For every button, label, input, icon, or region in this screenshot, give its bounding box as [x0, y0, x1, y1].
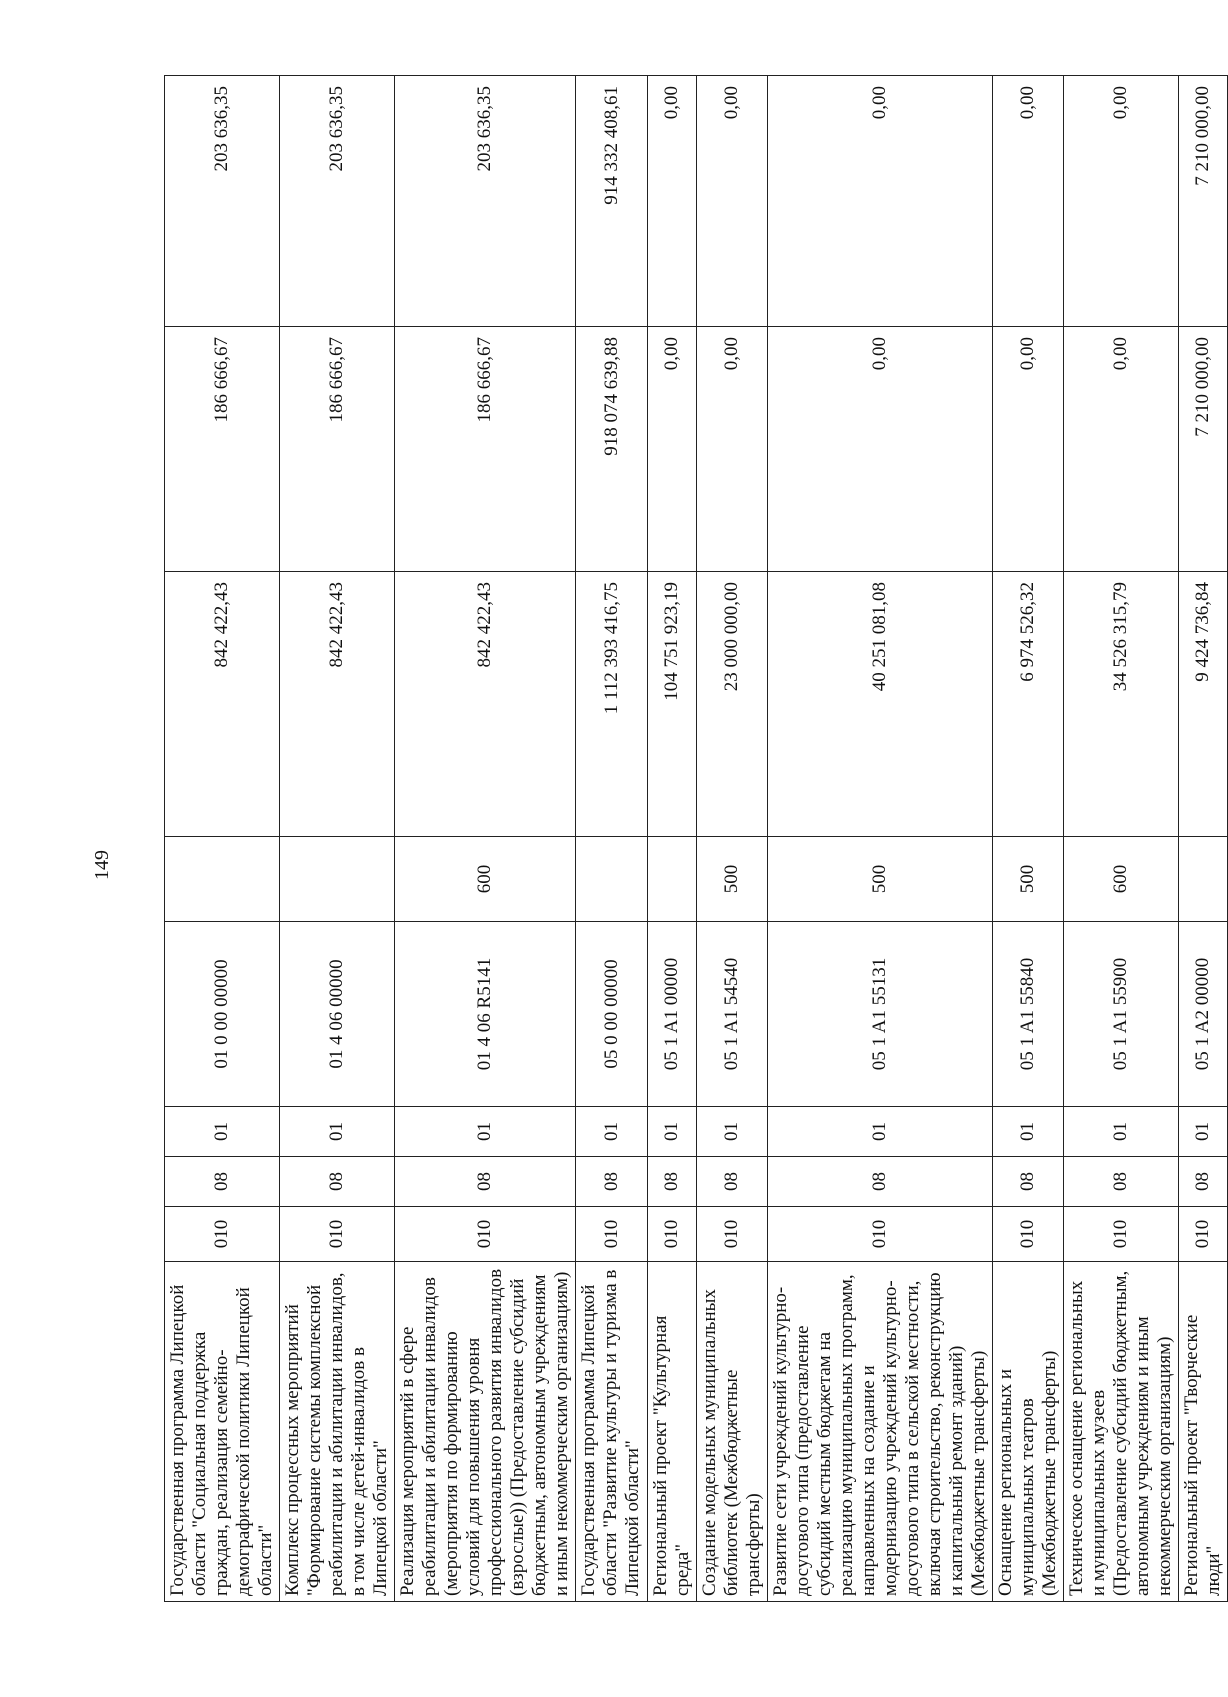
row-sum1: 6 974 526,32: [993, 572, 1064, 837]
row-subsection: 01: [648, 1107, 697, 1157]
row-target: 01 4 06 00000: [280, 922, 395, 1107]
row-sum2: 186 666,67: [395, 327, 576, 572]
row-expense-type: 600: [1064, 837, 1179, 922]
row-sum3: 203 636,35: [280, 76, 395, 327]
row-sum1: 40 251 081,08: [768, 572, 993, 837]
row-sum1: 842 422,43: [165, 572, 280, 837]
row-sum1: 842 422,43: [395, 572, 576, 837]
row-sum3: 0,00: [768, 76, 993, 327]
row-expense-type: 500: [768, 837, 993, 922]
row-name: Региональный проект "Творческие люди": [1179, 1262, 1228, 1602]
row-code: 010: [280, 1207, 395, 1262]
row-name: Реализация мероприятий в сфере реабилитации и абилитации инвалидов (мероприятия по формированию условий для повышения уровня профессионального развития инвалидов (взрослые)) (Предоставление субсидий бюджетным, автономным учреждениям и иным некоммерческим организациям): [395, 1262, 576, 1602]
row-sum1: 104 751 923,19: [648, 572, 697, 837]
row-sum2: 0,00: [993, 327, 1064, 572]
row-name: Региональный проект "Культурная среда": [648, 1262, 697, 1602]
row-subsection: 01: [280, 1107, 395, 1157]
row-section: 08: [280, 1157, 395, 1207]
table-row: [280, 76, 395, 1602]
row-subsection: 01: [768, 1107, 993, 1157]
row-sum3: 914 332 408,61: [576, 76, 648, 327]
budget-table: [164, 75, 1228, 1602]
row-name: Создание модельных муниципальных библиотек (Межбюджетные трансферты): [697, 1262, 768, 1602]
table-row: [1179, 76, 1228, 1602]
row-code: 010: [576, 1207, 648, 1262]
row-code: 010: [165, 1207, 280, 1262]
row-section: 08: [1064, 1157, 1179, 1207]
row-target: 05 1 A1 00000: [648, 922, 697, 1107]
row-sum3: 0,00: [697, 76, 768, 327]
row-section: 08: [165, 1157, 280, 1207]
row-target: 05 1 A2 00000: [1179, 922, 1228, 1107]
page-number: 149: [91, 850, 113, 880]
row-section: 08: [697, 1157, 768, 1207]
row-subsection: 01: [395, 1107, 576, 1157]
row-expense-type: [165, 837, 280, 922]
table-row: [648, 76, 697, 1602]
row-section: 08: [648, 1157, 697, 1207]
row-code: 010: [1064, 1207, 1179, 1262]
row-section: 08: [993, 1157, 1064, 1207]
row-code: 010: [768, 1207, 993, 1262]
row-target: 05 1 A1 55131: [768, 922, 993, 1107]
row-sum2: 186 666,67: [280, 327, 395, 572]
row-expense-type: [1179, 837, 1228, 922]
row-section: 08: [768, 1157, 993, 1207]
row-name: Государственная программа Липецкой области "Развитие культуры и туризма в Липецкой области": [576, 1262, 648, 1602]
row-target: 05 1 A1 55840: [993, 922, 1064, 1107]
row-code: 010: [395, 1207, 576, 1262]
row-sum1: 34 526 315,79: [1064, 572, 1179, 837]
row-target: 05 1 A1 55900: [1064, 922, 1179, 1107]
row-subsection: 01: [1179, 1107, 1228, 1157]
row-name: Техническое оснащение региональных и муниципальных музеев (Предоставление субсидий бюджетным, автономным учреждениям и иным некоммерческим организациям): [1064, 1262, 1179, 1602]
row-target: 05 1 A1 54540: [697, 922, 768, 1107]
table-row: [395, 76, 576, 1602]
row-expense-type: [576, 837, 648, 922]
row-subsection: 01: [993, 1107, 1064, 1157]
budget-table-container: [164, 76, 1224, 1602]
row-expense-type: 500: [993, 837, 1064, 922]
table-row: [993, 76, 1064, 1602]
row-expense-type: [280, 837, 395, 922]
table-body: [165, 76, 1228, 1602]
row-sum3: 0,00: [993, 76, 1064, 327]
row-sum2: 918 074 639,88: [576, 327, 648, 572]
row-sum2: 0,00: [768, 327, 993, 572]
row-sum3: 0,00: [1064, 76, 1179, 327]
row-sum3: 7 210 000,00: [1179, 76, 1228, 327]
row-subsection: 01: [697, 1107, 768, 1157]
row-subsection: 01: [1064, 1107, 1179, 1157]
table-row: [1064, 76, 1179, 1602]
row-target: 05 0 00 00000: [576, 922, 648, 1107]
row-sum1: 9 424 736,84: [1179, 572, 1228, 837]
table-row: [165, 76, 280, 1602]
row-sum1: 23 000 000,00: [697, 572, 768, 837]
row-subsection: 01: [165, 1107, 280, 1157]
row-name: Оснащение региональных и муниципальных театров (Межбюджетные трансферты): [993, 1262, 1064, 1602]
row-subsection: 01: [576, 1107, 648, 1157]
table-row: [768, 76, 993, 1602]
row-code: 010: [993, 1207, 1064, 1262]
row-sum1: 1 112 393 416,75: [576, 572, 648, 837]
row-sum3: 203 636,35: [395, 76, 576, 327]
row-expense-type: 600: [395, 837, 576, 922]
row-name: Комплекс процессных мероприятий "Формирование системы комплексной реабилитации и абилитации инвалидов, в том числе детей-инвалидов в Липецкой области": [280, 1262, 395, 1602]
row-sum3: 203 636,35: [165, 76, 280, 327]
row-sum2: 0,00: [1064, 327, 1179, 572]
row-target: 01 0 00 00000: [165, 922, 280, 1107]
row-expense-type: 500: [697, 837, 768, 922]
row-code: 010: [1179, 1207, 1228, 1262]
row-sum2: 186 666,67: [165, 327, 280, 572]
row-section: 08: [576, 1157, 648, 1207]
table-row: [697, 76, 768, 1602]
table-row: [576, 76, 648, 1602]
row-name: Развитие сети учреждений культурно-досугового типа (предоставление субсидий местным бюджетам на реализацию муниципальных программ, направленных на создание и модернизацию учреждений культурно-досугового типа в сельской местности, включая строительство, реконструкцию и капитальный ремонт зданий) (Межбюджетные трансферты): [768, 1262, 993, 1602]
row-code: 010: [697, 1207, 768, 1262]
row-sum2: 7 210 000,00: [1179, 327, 1228, 572]
row-sum2: 0,00: [648, 327, 697, 572]
row-name: Государственная программа Липецкой области "Социальная поддержка граждан, реализация семейно-демографической политики Липецкой области": [165, 1262, 280, 1602]
row-sum3: 0,00: [648, 76, 697, 327]
row-expense-type: [648, 837, 697, 922]
row-sum1: 842 422,43: [280, 572, 395, 837]
row-target: 01 4 06 R5141: [395, 922, 576, 1107]
row-code: 010: [648, 1207, 697, 1262]
row-sum2: 0,00: [697, 327, 768, 572]
row-section: 08: [395, 1157, 576, 1207]
row-section: 08: [1179, 1157, 1228, 1207]
